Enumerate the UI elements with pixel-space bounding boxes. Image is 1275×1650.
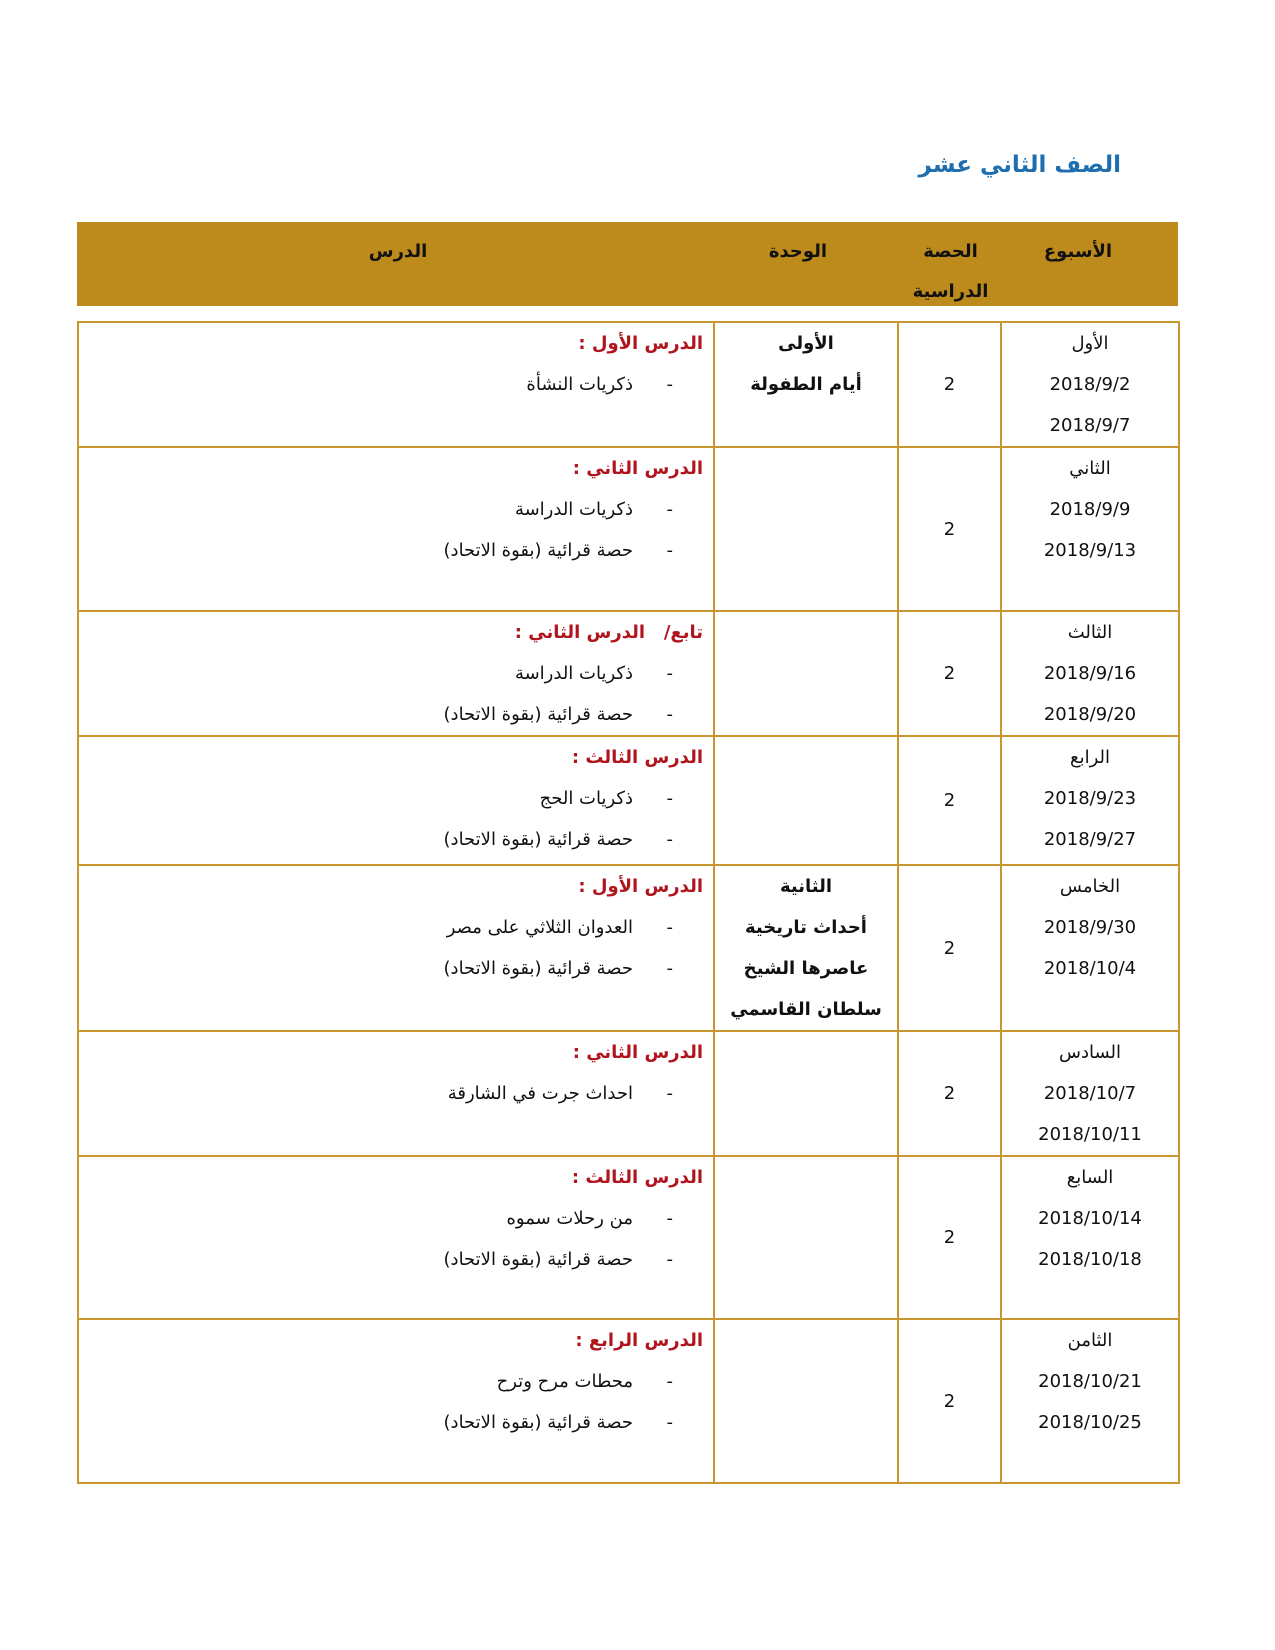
unit-line: عاصرها الشيخ [743,958,869,979]
lesson-cell [78,447,714,611]
week-name: السادس [1058,1042,1121,1063]
lesson-cell [78,322,714,447]
lesson-item: -حصة قرائية (بقوة الاتحاد) [443,704,673,725]
lesson-cell [78,865,714,1031]
lesson-title: الدرس الأول : [578,876,703,897]
week-name: الثالث [1067,622,1113,643]
lesson-item: -احداث جرت في الشارقة [447,1083,673,1104]
week-cell [1001,1319,1179,1483]
lesson-cell [78,1319,714,1483]
week-name: الأول [1071,333,1109,354]
unit-cell [714,736,898,865]
lesson-item-text: ذكريات النشأة [526,374,633,395]
period-cell: 2 [898,611,1001,736]
lesson-cell [78,736,714,865]
week-end-date: 2018/10/25 [1038,1412,1142,1433]
page-title: الصف الثاني عشر [918,152,1121,178]
lesson-title: الدرس الثاني : [572,458,703,479]
lesson-title: الدرس الثالث : [571,747,703,768]
lesson-item-text: العدوان الثلاثي على مصر [446,917,633,938]
week-name: الثامن [1067,1330,1113,1351]
week-name: الرابع [1069,747,1110,768]
week-end-date: 2018/10/18 [1038,1249,1142,1270]
lesson-item: -العدوان الثلاثي على مصر [446,917,673,938]
lesson-item: -حصة قرائية (بقوة الاتحاد) [443,829,673,850]
unit-cell [714,1031,898,1156]
period-cell: 2 [898,1319,1001,1483]
lesson-title: الدرس الثاني : [572,1042,703,1063]
lesson-item-text: محطات مرح وترح [496,1371,633,1392]
week-cell [1001,322,1179,447]
lesson-item-text: من رحلات سموه [506,1208,633,1229]
lesson-title: تابع/ الدرس الثاني : [514,622,703,643]
lesson-item-text: حصة قرائية (بقوة الاتحاد) [443,1249,633,1270]
week-cell [1001,736,1179,865]
week-start-date: 2018/9/9 [1049,499,1131,520]
lesson-item-text: حصة قرائية (بقوة الاتحاد) [443,829,633,850]
lesson-title: الدرس الأول : [578,333,703,354]
unit-line: الأولى [778,333,834,354]
period-cell: 2 [898,447,1001,611]
lesson-item: -ذكريات الحج [539,788,673,809]
week-start-date: 2018/9/30 [1043,917,1137,938]
unit-line: أيام الطفولة [750,374,862,395]
unit-line: أحداث تاريخية [745,917,867,938]
lesson-item: -من رحلات سموه [506,1208,673,1229]
lesson-item: -حصة قرائية (بقوة الاتحاد) [443,1249,673,1270]
lesson-item: -ذكريات النشأة [526,374,673,395]
lesson-item: -ذكريات الدراسة [514,663,673,684]
lesson-title: الدرس الرابع : [575,1330,703,1351]
week-end-date: 2018/9/7 [1049,415,1131,436]
period-cell: 2 [898,1156,1001,1319]
schedule-table [77,321,1180,1484]
period-cell: 2 [898,322,1001,447]
table-row [78,611,1179,736]
unit-line: سلطان القاسمي [730,999,882,1020]
table-row [78,736,1179,865]
unit-line: الثانية [779,876,833,897]
week-name: الثاني [1069,458,1111,479]
week-cell [1001,447,1179,611]
period-cell: 2 [898,736,1001,865]
week-start-date: 2018/9/23 [1043,788,1137,809]
week-start-date: 2018/10/14 [1038,1208,1142,1229]
table-row [78,1156,1179,1319]
lesson-cell [78,611,714,736]
table-row [78,1031,1179,1156]
week-start-date: 2018/9/16 [1043,663,1137,684]
week-cell [1001,1031,1179,1156]
table-row [78,447,1179,611]
lesson-title: الدرس الثالث : [571,1167,703,1188]
week-end-date: 2018/10/11 [1038,1124,1142,1145]
lesson-item: -ذكريات الدراسة [514,499,673,520]
week-name: السابع [1066,1167,1114,1188]
lesson-item-text: احداث جرت في الشارقة [447,1083,633,1104]
unit-cell [714,1156,898,1319]
lesson-item: -حصة قرائية (بقوة الاتحاد) [443,540,673,561]
header-lesson: الدرس [368,241,428,262]
week-cell [1001,611,1179,736]
week-cell [1001,1156,1179,1319]
unit-cell [714,322,898,447]
table-row [78,865,1179,1031]
week-cell [1001,865,1179,1031]
lesson-item: -حصة قرائية (بقوة الاتحاد) [443,958,673,979]
table-row [78,322,1179,447]
table-row [78,1319,1179,1483]
week-end-date: 2018/9/27 [1043,829,1137,850]
week-start-date: 2018/10/21 [1038,1371,1142,1392]
header-week: الأسبوع [1043,241,1113,262]
lesson-item-text: حصة قرائية (بقوة الاتحاد) [443,704,633,725]
lesson-cell [78,1156,714,1319]
week-end-date: 2018/10/4 [1043,958,1137,979]
unit-cell [714,865,898,1031]
lesson-item: -محطات مرح وترح [496,1371,673,1392]
period-cell: 2 [898,1031,1001,1156]
week-start-date: 2018/9/2 [1049,374,1131,395]
unit-cell [714,447,898,611]
header-unit: الوحدة [768,241,828,262]
lesson-item: -حصة قرائية (بقوة الاتحاد) [443,1412,673,1433]
lesson-cell [78,1031,714,1156]
lesson-item-text: ذكريات الحج [539,788,633,809]
week-start-date: 2018/10/7 [1043,1083,1137,1104]
week-end-date: 2018/9/13 [1043,540,1137,561]
week-end-date: 2018/9/20 [1043,704,1137,725]
lesson-item-text: حصة قرائية (بقوة الاتحاد) [443,540,633,561]
header-period: الحصة الدراسية [912,241,989,302]
week-name: الخامس [1059,876,1121,897]
unit-cell [714,1319,898,1483]
lesson-item-text: حصة قرائية (بقوة الاتحاد) [443,1412,633,1433]
lesson-item-text: حصة قرائية (بقوة الاتحاد) [443,958,633,979]
table-header [77,222,1178,306]
lesson-item-text: ذكريات الدراسة [514,499,633,520]
lesson-item-text: ذكريات الدراسة [514,663,633,684]
unit-cell [714,611,898,736]
period-cell: 2 [898,865,1001,1031]
